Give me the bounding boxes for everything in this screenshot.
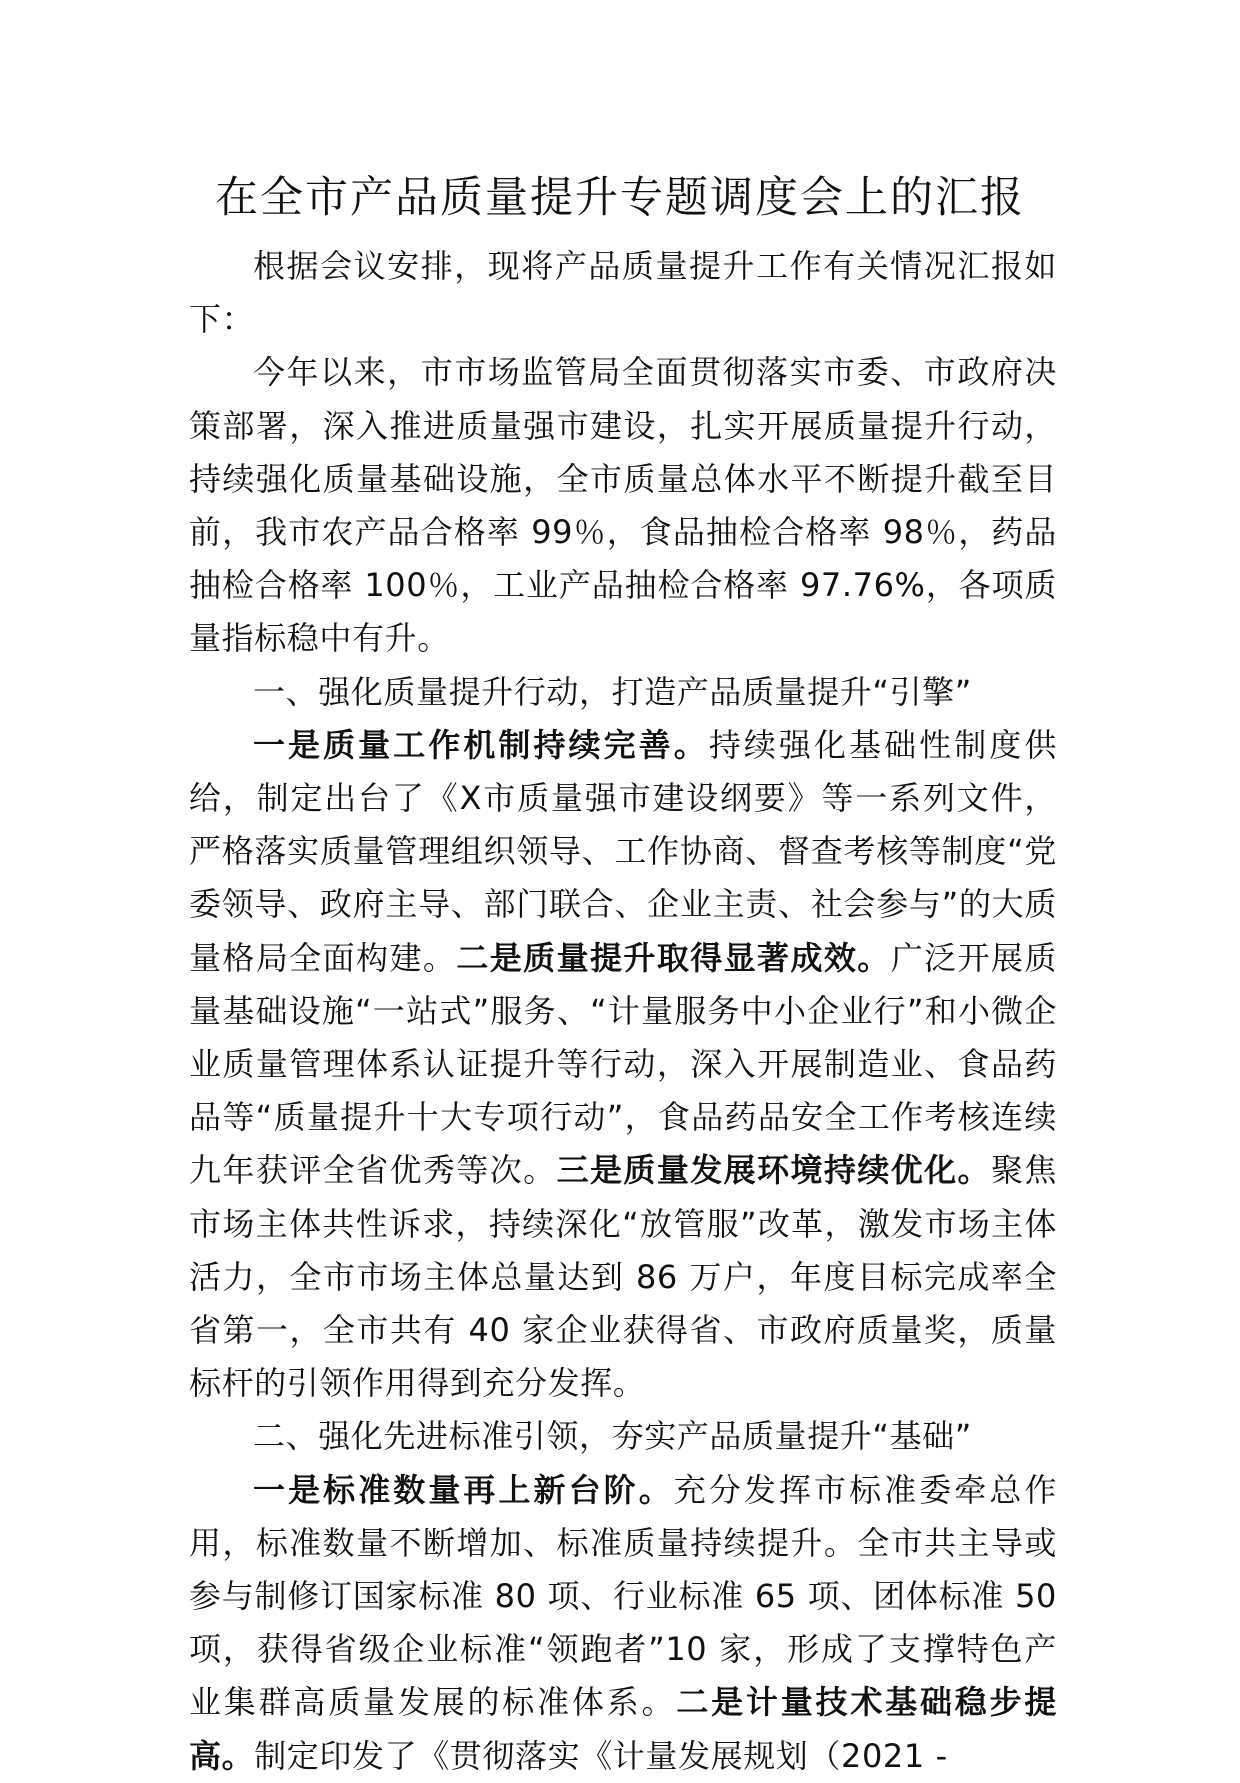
section-1-heading: 一、强化质量提升行动，打造产品质量提升“引擎” [253,672,972,711]
section-2-point-2-title: 二是计量技术基础稳步提高。 [189,1683,1057,1775]
section-1-paragraph [189,719,1057,1411]
section-1-point-3-title: 三是质量发展环境持续优化。 [556,1151,991,1190]
section-2-heading: 二、强化先进标准引领，夯实产品质量提升“基础” [253,1417,972,1456]
section-1-point-3-text: 聚焦市场主体共性诉求，持续深化“放管服”改革，激发市场主体活力，全市市场主体总量达到 86 万户，年度目标完成率全省第一，全市共有 40 家企业获得省、市政府质量奖，质量标杆的引领作用得到充分发挥。 [189,1151,1057,1403]
overview-paragraph: 今年以来，市市场监管局全面贯彻落实市委、市政府决策部署，深入推进质量强市建设，扎实开展质量提升行动，持续强化质量基础设施，全市质量总体水平不断提升截至目前，我市农产品合格率 99％，食品抽检合格率 98％，药品抽检合格率 100％，工业产品抽检合格率 97.76%，各项质量指标稳中有升。 [189,353,1057,658]
section-2-point-1-text: 充分发挥市标准委牵总作用，标准数量不断增加、标准质量持续提升。全市共主导或参与制修订国家标准 80 项、行业标准 65 项、团体标准 50 项，获得省级企业标准“领跑者”10 家，形成了支撑特色产业集群高质量发展的标准体系。 [189,1470,1057,1722]
section-2-paragraph [189,1464,1057,1783]
section-1-point-2-text: 广泛开展质量基础设施“一站式”服务、“计量服务中小企业行”和小微企业质量管理体系认证提升等行动，深入开展制造业、食品药品等“质量提升十大专项行动”，食品药品安全工作考核连续九年获评全省优秀等次。 [189,938,1057,1190]
section-2-point-2-text: 制定印发了《贯彻落实《计量发展规划（2021 - [254,1736,948,1775]
document-body [189,240,1057,1783]
section-1-point-2-title: 二是质量提升取得显著成效。 [456,938,891,977]
section-1-point-1-text: 持续强化基础性制度供给，制定出台了《X市质量强市建设纲要》等一系列文件，严格落实质量管理组织领导、工作协商、督查考核等制度“党委领导、政府主导、部门联合、企业主责、社会参与”的大质量格局全面构建。 [189,725,1057,977]
section-2-point-1-title: 一是标准数量再上新台阶。 [253,1470,674,1509]
intro-paragraph: 根据会议安排，现将产品质量提升工作有关情况汇报如下： [189,247,1057,339]
section-1-point-1-title: 一是质量工作机制持续完善。 [253,725,709,764]
document-title: 在全市产品质量提升专题调度会上的汇报 [215,173,1025,223]
